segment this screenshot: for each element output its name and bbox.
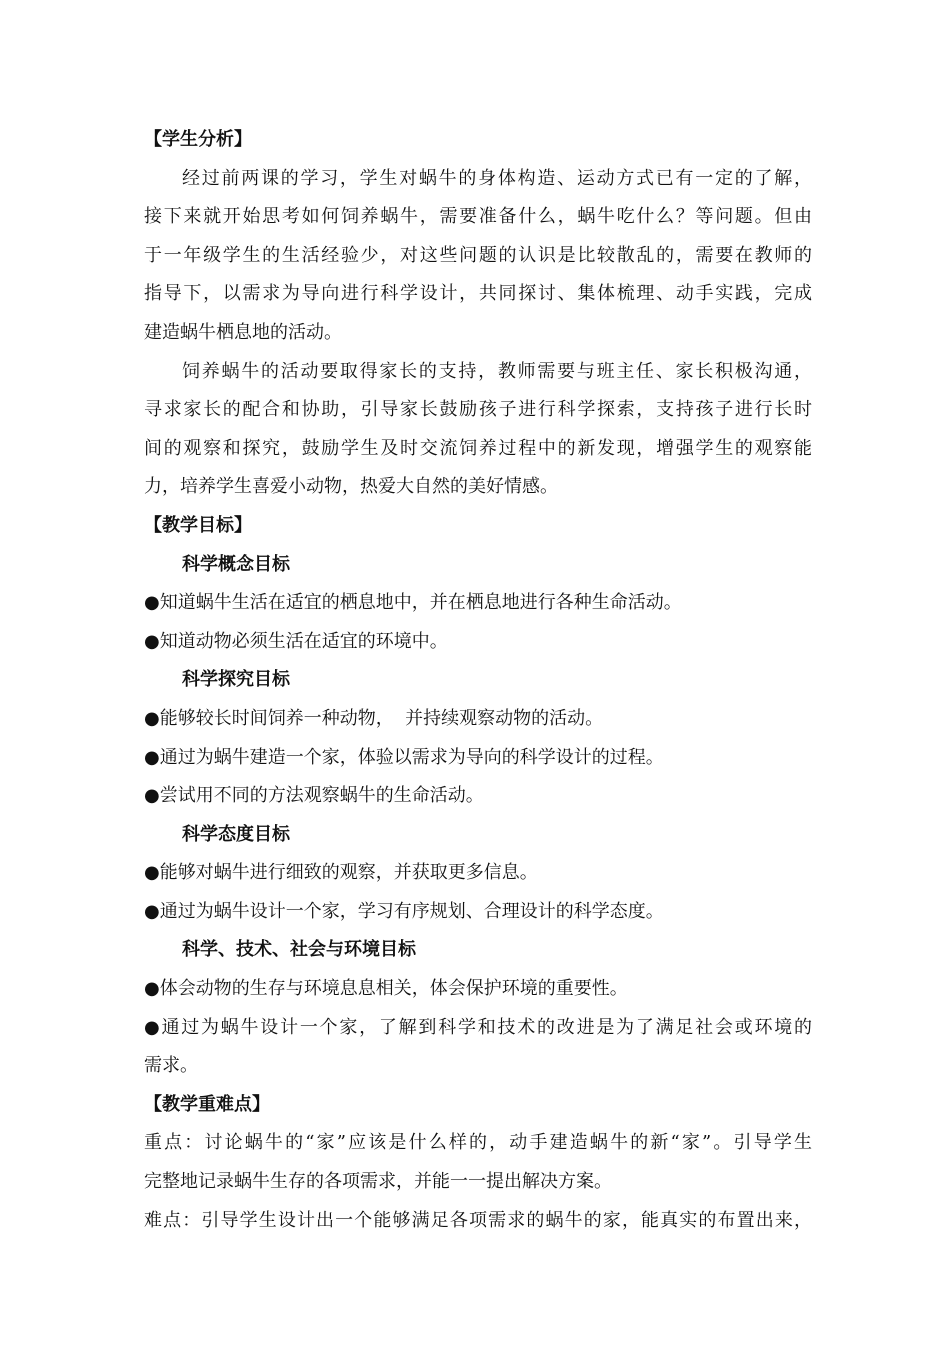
subheading-attitude-goals: 科学态度目标 <box>182 823 290 845</box>
paragraph-line: 间的观察和探究，鼓励学生及时交流饲养过程中的新发现，增强学生的观察能 <box>144 437 812 459</box>
paragraph-line: 于一年级学生的生活经验少，对这些问题的认识是比较散乱的，需要在教师的 <box>144 244 812 266</box>
key-point-line: 完整地记录蜗牛生存的各项需求，并能一一提出解决方案。 <box>144 1171 612 1193</box>
document-page <box>144 121 812 1240</box>
bullet-item: ●知道动物必须生活在适宜的环境中。 <box>144 630 448 652</box>
paragraph-line: 经过前两课的学习，学生对蜗牛的身体构造、运动方式已有一定的了解， <box>182 167 812 189</box>
difficult-point-line: 难点：引导学生设计出一个能够满足各项需求的蜗牛的家，能真实的布置出来， <box>144 1209 812 1231</box>
paragraph-line: 寻求家长的配合和协助，引导家长鼓励孩子进行科学探索，支持孩子进行长时 <box>144 399 812 421</box>
section-heading-key-points: 【教学重难点】 <box>144 1093 270 1115</box>
paragraph-line: 建造蜗牛栖息地的活动。 <box>144 321 342 343</box>
subheading-concept-goals: 科学概念目标 <box>182 553 290 575</box>
bullet-item: ●能够较长时间饲养一种动物， 并持续观察动物的活动。 <box>144 707 604 729</box>
paragraph-line: 指导下，以需求为导向进行科学设计，共同探讨、集体梳理、动手实践，完成 <box>144 283 812 305</box>
bullet-item: ●体会动物的生存与环境息息相关，体会保护环境的重要性。 <box>144 978 628 1000</box>
section-heading-student-analysis: 【学生分析】 <box>144 129 252 150</box>
subheading-stse-goals: 科学、技术、社会与环境目标 <box>182 939 416 961</box>
bullet-item-line: ●通过为蜗牛设计一个家，了解到科学和技术的改进是为了满足社会或环境的 <box>144 1016 812 1038</box>
key-point-line: 重点：讨论蜗牛的“家”应该是什么样的，动手建造蜗牛的新“家”。引导学生 <box>144 1132 812 1154</box>
paragraph-line: 接下来就开始思考如何饲养蜗牛，需要准备什么，蜗牛吃什么？等问题。但由 <box>144 206 812 228</box>
bullet-item: ●通过为蜗牛建造一个家，体验以需求为导向的科学设计的过程。 <box>144 746 664 768</box>
bullet-item-line: 需求。 <box>144 1055 198 1077</box>
subheading-inquiry-goals: 科学探究目标 <box>182 669 290 691</box>
bullet-item: ●尝试用不同的方法观察蜗牛的生命活动。 <box>144 785 484 807</box>
paragraph-line: 饲养蜗牛的活动要取得家长的支持，教师需要与班主任、家长积极沟通， <box>182 360 812 382</box>
section-heading-teaching-goals: 【教学目标】 <box>144 514 252 536</box>
paragraph-line: 力，培养学生喜爱小动物，热爱大自然的美好情感。 <box>144 476 558 498</box>
bullet-item: ●通过为蜗牛设计一个家，学习有序规划、合理设计的科学态度。 <box>144 900 664 922</box>
bullet-item: ●能够对蜗牛进行细致的观察，并获取更多信息。 <box>144 862 538 884</box>
bullet-item: ●知道蜗牛生活在适宜的栖息地中，并在栖息地进行各种生命活动。 <box>144 592 682 614</box>
